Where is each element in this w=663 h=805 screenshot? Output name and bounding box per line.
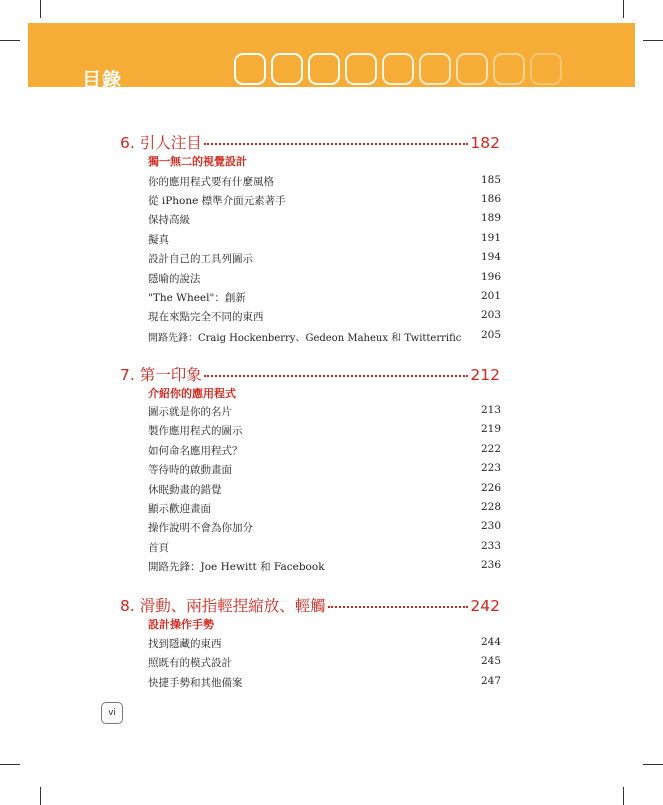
entry-title: 找到隱藏的東西	[148, 638, 222, 650]
chapter-page: 242	[470, 597, 500, 615]
toc-entry[interactable]	[148, 482, 501, 498]
entry-title: 製作應用程式的圖示	[148, 425, 243, 437]
toc-chapter[interactable]	[120, 131, 500, 153]
entry-page: 185	[480, 174, 501, 186]
entry-title: 現在來點完全不同的東西	[148, 311, 264, 323]
crop-mark	[40, 0, 41, 18]
toc-entry[interactable]	[148, 501, 501, 517]
toc-chapter[interactable]	[120, 594, 500, 616]
toc-entry[interactable]	[148, 462, 501, 478]
entry-title: 照既有的模式設計	[148, 657, 232, 669]
entry-page: 245	[480, 655, 501, 667]
toc-section: 獨一無二的視覺設計	[148, 155, 247, 168]
entry-page: 205	[480, 329, 501, 341]
toc-chapter[interactable]	[120, 363, 500, 385]
decorative-box	[234, 53, 266, 85]
page-title: 目錄	[82, 69, 123, 91]
decorative-box	[419, 53, 451, 85]
crop-mark	[40, 787, 41, 805]
decorative-box	[345, 53, 377, 85]
decorative-box	[382, 53, 414, 85]
toc-entry[interactable]	[148, 212, 501, 228]
page-number: vi	[101, 702, 123, 724]
chapter-page: 212	[470, 366, 500, 384]
toc-entry[interactable]	[148, 251, 501, 267]
entry-page: 189	[480, 212, 501, 224]
crop-mark	[643, 764, 663, 765]
decorative-box	[493, 53, 525, 85]
entry-page: 191	[480, 232, 501, 244]
toc-entry[interactable]	[148, 174, 501, 190]
decorative-box	[456, 53, 488, 85]
entry-page: 226	[480, 482, 501, 494]
entry-page: 222	[480, 443, 501, 455]
entry-title: 休眠動畫的錯覺	[148, 484, 222, 496]
entry-title: 開路先鋒：Joe Hewitt 和 Facebook	[148, 561, 325, 573]
crop-mark	[643, 40, 663, 41]
toc-entry[interactable]	[148, 309, 501, 325]
toc-entry[interactable]	[148, 290, 501, 306]
chapter-title: 8. 滑動、兩指輕捏縮放、輕觸	[120, 597, 326, 615]
toc-entry[interactable]	[148, 232, 501, 248]
entry-page: 228	[480, 501, 501, 513]
entry-page: 201	[480, 290, 501, 302]
entry-title: 擬真	[148, 234, 169, 246]
entry-title: 首頁	[148, 542, 169, 554]
entry-page: 186	[480, 193, 501, 205]
entry-title: 開路先鋒：Craig Hockenberry、Gedeon Maheux 和 Twitterrific	[148, 333, 462, 344]
toc-entry[interactable]	[148, 423, 501, 439]
toc-section: 介紹你的應用程式	[148, 387, 236, 400]
toc-entry[interactable]	[148, 559, 501, 575]
chapter-page: 182	[470, 134, 500, 152]
crop-mark	[623, 787, 624, 805]
dot-leader	[204, 143, 469, 145]
entry-page: 236	[480, 559, 501, 571]
entry-page: 223	[480, 462, 501, 474]
entry-title: 你的應用程式要有什麼風格	[148, 176, 274, 188]
header-band	[28, 23, 635, 91]
toc-entry[interactable]	[148, 443, 501, 459]
toc-entry[interactable]	[148, 655, 501, 671]
chapter-title: 7. 第一印象	[120, 366, 202, 384]
entry-title: 從 iPhone 標準介面元素著手	[148, 195, 286, 207]
toc-entry[interactable]	[148, 675, 501, 691]
entry-title: "The Wheel"：創新	[148, 292, 246, 304]
entry-page: 203	[480, 309, 501, 321]
entry-title: 設計自己的工具列圖示	[148, 253, 253, 265]
decorative-box	[271, 53, 303, 85]
toc-entry[interactable]	[148, 636, 501, 652]
entry-page: 196	[480, 271, 501, 283]
entry-page: 230	[480, 520, 501, 532]
chapter-title: 6. 引人注目	[120, 134, 202, 152]
entry-page: 244	[480, 636, 501, 648]
decorative-box	[530, 53, 562, 85]
toc-entry[interactable]	[148, 540, 501, 556]
dot-leader	[328, 606, 469, 608]
toc-entry[interactable]	[148, 193, 501, 209]
entry-title: 操作說明不會為你加分	[148, 522, 253, 534]
entry-page: 247	[480, 675, 501, 687]
entry-title: 等待時的啟動畫面	[148, 464, 232, 476]
crop-mark	[0, 764, 20, 765]
toc-entry[interactable]	[148, 404, 501, 420]
crop-mark	[623, 0, 624, 18]
entry-title: 圖示就是你的名片	[148, 406, 232, 418]
toc-entry[interactable]	[148, 520, 501, 536]
entry-title: 隱喻的說法	[148, 273, 201, 285]
toc-entry[interactable]	[148, 271, 501, 287]
entry-title: 顯示歡迎畫面	[148, 503, 211, 515]
entry-title: 快捷手勢和其他備案	[148, 677, 243, 689]
decorative-box	[308, 53, 340, 85]
crop-mark	[0, 40, 20, 41]
entry-title: 保持高級	[148, 214, 190, 226]
entry-title: 如何命名應用程式？	[148, 445, 243, 457]
toc-entry[interactable]	[148, 329, 501, 345]
entry-page: 194	[480, 251, 501, 263]
entry-page: 213	[480, 404, 501, 416]
dot-leader	[204, 375, 469, 377]
toc-section: 設計操作手勢	[148, 618, 214, 631]
entry-page: 219	[480, 423, 501, 435]
entry-page: 233	[480, 540, 501, 552]
